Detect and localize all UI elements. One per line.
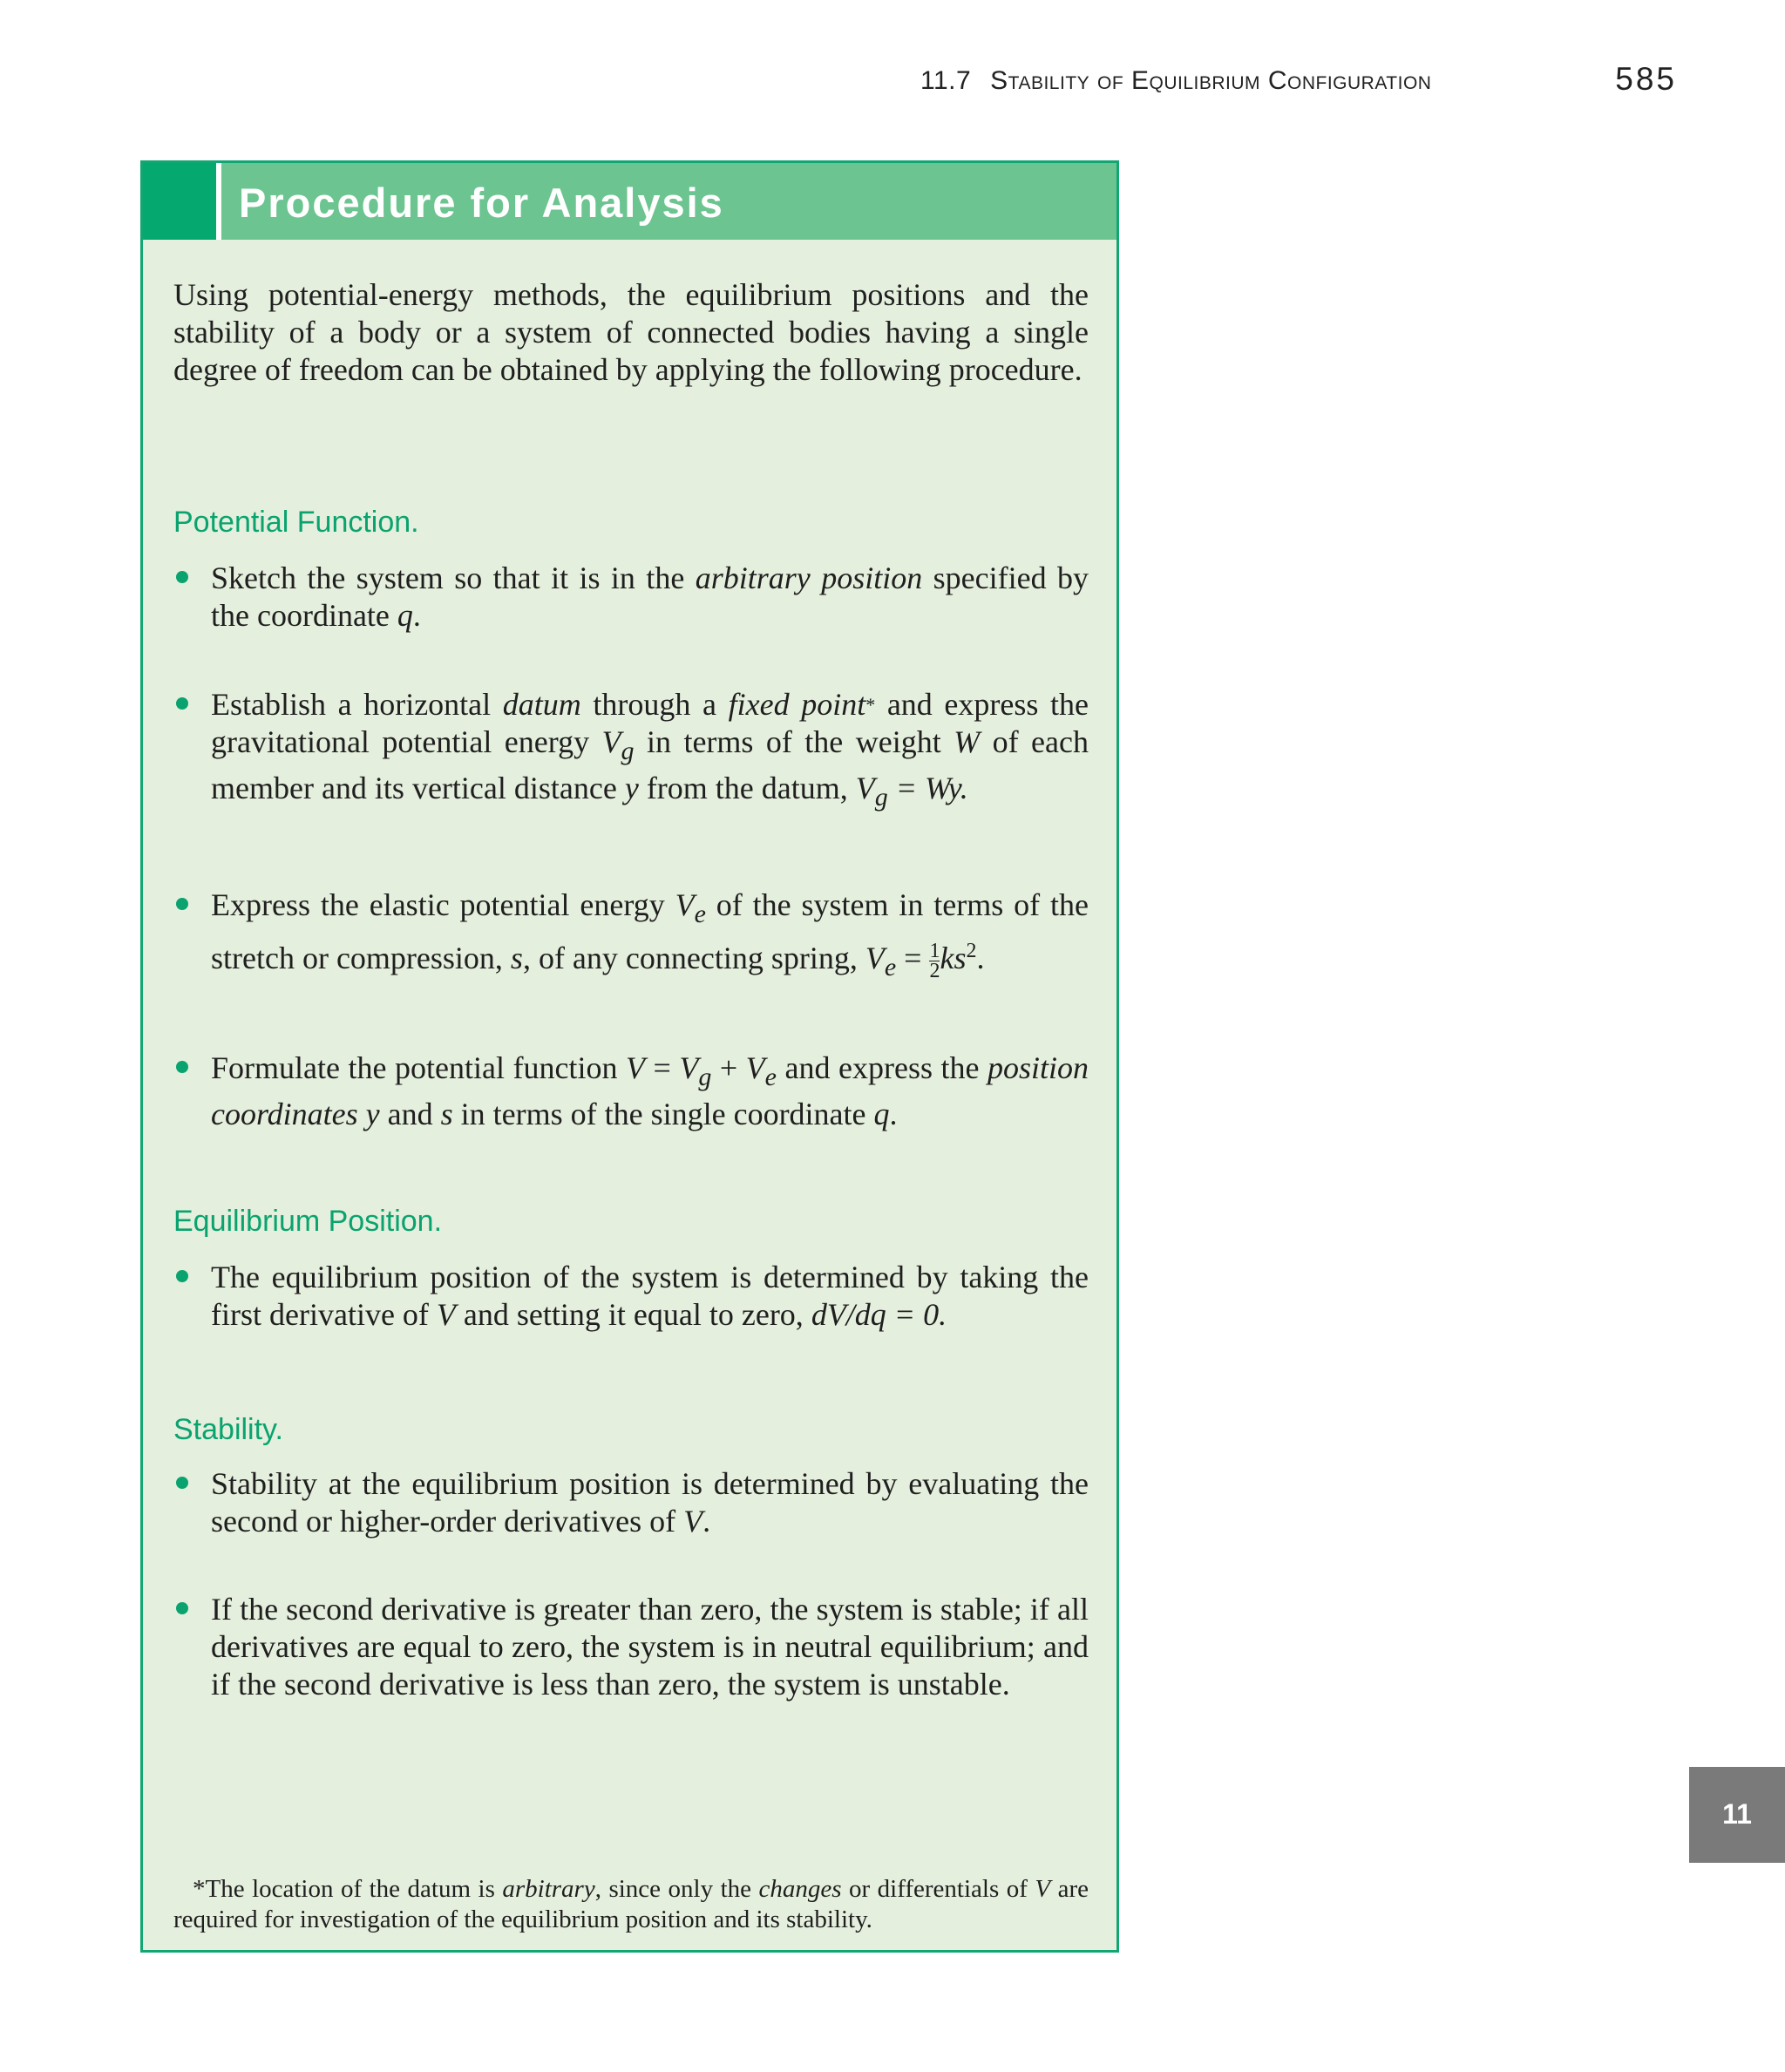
chapter-tab-label: 11 bbox=[1722, 1798, 1752, 1830]
intro-paragraph: Using potential-energy methods, the equilibrium positions and the stability of a body or a system of connected bodies having a single degree of freedom can be obtained by applying the following procedure. bbox=[173, 277, 1089, 387]
procedure-box bbox=[140, 160, 1119, 1953]
page-number: 585 bbox=[1615, 61, 1677, 97]
bullet-dot bbox=[176, 1270, 188, 1282]
bullet-dot bbox=[176, 898, 188, 910]
bullet-dot bbox=[176, 697, 188, 710]
bullet-text: Formulate the potential function $V = V_g + V_e$ and express the position coordinates y and s in terms of the single coordinate q. bbox=[211, 1050, 1089, 1132]
bullet-dot bbox=[176, 1602, 188, 1614]
section-number: 11.7 bbox=[920, 66, 972, 95]
bullet-text: If the second derivative is greater than zero, the system is stable; if all derivatives are equal to zero, the system is in neutral equilibrium; and if the second derivative is less than zero, the system is unstable. bbox=[211, 1592, 1089, 1702]
bullet-text: Sketch the system so that it is in the arbitrary position specified by the coordinate q. bbox=[211, 560, 1089, 633]
chapter-tab bbox=[1689, 1767, 1785, 1863]
bullet-dot bbox=[176, 1477, 188, 1489]
bullet-text: The equilibrium position of the system is determined by taking the first derivative of V and setting it equal to zero, dV/dq = 0. bbox=[211, 1260, 1089, 1332]
bullet-text: Express the elastic potential energy $V_e$ of the system in terms of the stretch or compression, s, of any connecting spring, $V_e$ = $\frac{1}{2}$ $ks^2$. bbox=[211, 887, 1089, 983]
procedure-banner bbox=[143, 163, 1116, 240]
footnote: *The location of the datum is arbitrary, since only the changes or differentials of V are required for investigation of the equilibrium position and its stability. bbox=[173, 1875, 1089, 1933]
bullet-text: Stability at the equilibrium position is determined by evaluating the second or higher-order derivatives of V. bbox=[211, 1466, 1089, 1539]
subhead-stability: Stability. bbox=[173, 1413, 283, 1446]
section-heading bbox=[920, 66, 1431, 96]
subhead-equilibrium-position: Equilibrium Position. bbox=[173, 1205, 443, 1238]
section-title: Stability of Equilibrium Configuration bbox=[990, 66, 1432, 95]
banner-accent bbox=[143, 163, 221, 240]
bullet-dot bbox=[176, 1061, 188, 1073]
bullet-text: Establish a horizontal datum through a fixed point* and express the gravitational potential energy $V_g$ in terms of the weight W of each member and its vertical distance y from the datum, $V_g = Wy$. bbox=[211, 687, 1089, 812]
procedure-title: Procedure for Analysis bbox=[239, 180, 724, 226]
bullet-dot bbox=[176, 571, 188, 583]
subhead-potential-function: Potential Function. bbox=[173, 506, 419, 539]
running-header bbox=[872, 59, 1677, 103]
